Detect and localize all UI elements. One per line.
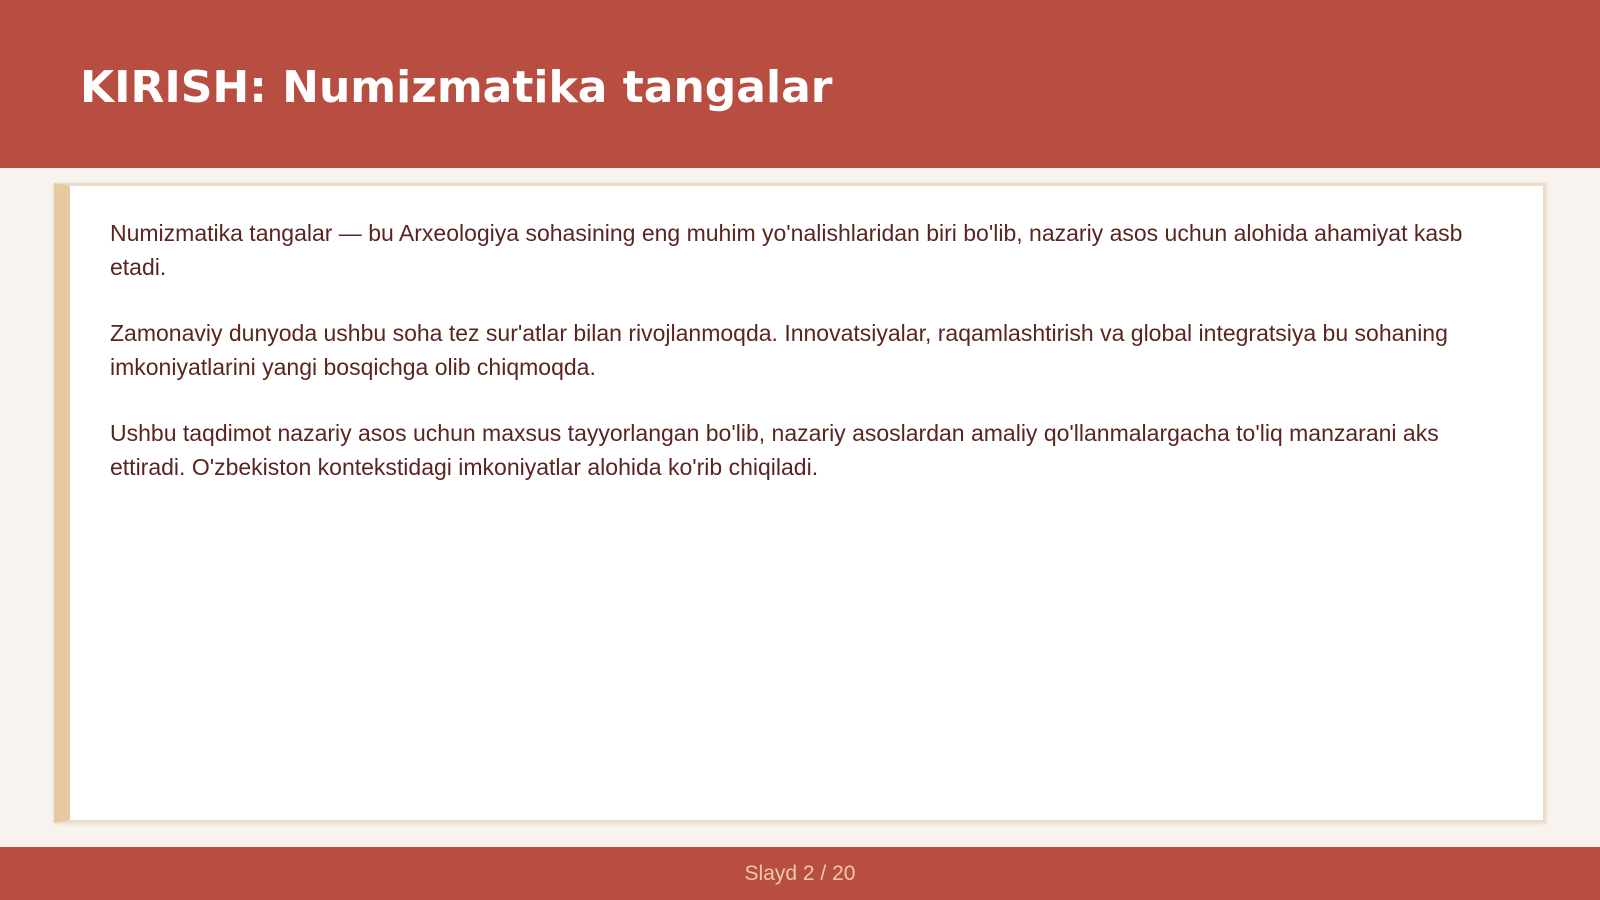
- intro-paragraph-2: Zamonaviy dunyoda ushbu soha tez sur'atlar bilan rivojlanmoqda. Innovatsiyalar, raqamlashtirish va global integratsiya bu sohaning imkoniyatlarini yangi bosqichga olib chiqmoqda.: [110, 320, 1448, 380]
- slide-title: KIRISH: Numizmatika tangalar: [80, 62, 833, 113]
- intro-paragraph-3: Ushbu taqdimot nazariy asos uchun maxsus tayyorlangan bo'lib, nazariy asoslardan amaliy qo'llanmalargacha to'liq manzarani aks ettiradi. O'zbekiston kontekstidagi imkoniyatlar alohida ko'rib chiqiladi.: [110, 420, 1439, 480]
- intro-paragraph-1: Numizmatika tangalar — bu Arxeologiya sohasining eng muhim yo'nalishlaridan biri bo'lib, nazariy asos uchun alohida ahamiyat kasb etadi.: [110, 220, 1463, 280]
- content-card: [54, 183, 1546, 823]
- slide-number: Slayd 2 / 20: [744, 862, 856, 885]
- slide-header: [0, 0, 1600, 168]
- slide-footer: [0, 847, 1600, 900]
